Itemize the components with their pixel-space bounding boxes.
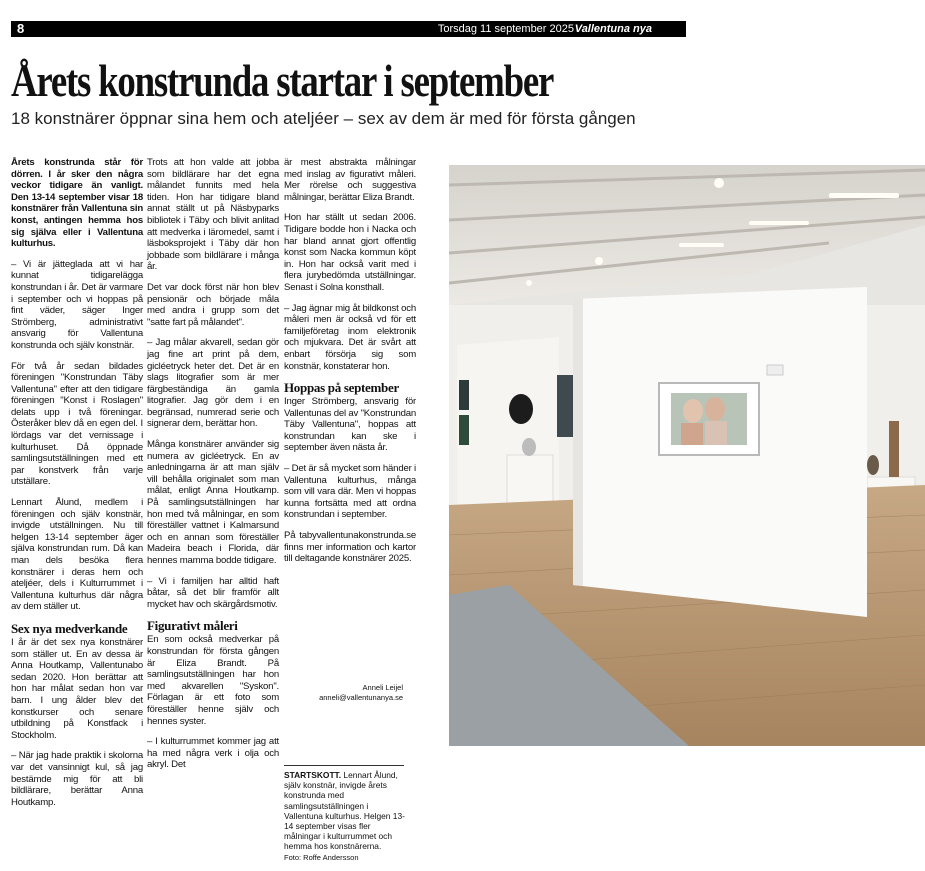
photo-caption [284, 770, 406, 863]
body-paragraph: På tabyvallentunakonstrunda.se finns mer information och kartor till deltagande konstnärer 2025. [284, 530, 416, 565]
article-column-3 [284, 157, 416, 574]
byline-email: anneli@vallentunanya.se [319, 693, 403, 702]
page-header-bar [11, 21, 686, 37]
gallery-photo-illustration [449, 165, 925, 746]
article-column-1 [11, 157, 143, 817]
photo-credit: Foto: Roffe Andersson [284, 852, 359, 862]
body-paragraph: – Jag ägnar mig åt bildkonst och måleri men är också vd för ett familjeföretag inom elektronik och mjukvara. Det är svårt att enbart försörja sig som konstnär, konstaterar hon. [284, 302, 416, 372]
section-heading: Figurativt måleri [147, 618, 238, 634]
body-paragraph: I år är det sex nya konstnärer som ställer ut. En av dessa är Anna Houtkamp, Vallentunabo sedan 2020. Hon berättar att hon har målat sedan hon var barn. I ung ålder blev det konstkurser och senare utbildning på Konstfack i Stockholm. [11, 636, 143, 741]
newspaper-name: Vallentuna nya [574, 23, 652, 35]
body-paragraph: – Jag målar akvarell, sedan gör jag fine art print på dem, gicléetryck heter det. Det är en slags litografier som är mer färgbeständiga än gamla litografier. Jag gör dem i en begränsad, numrerad serie och signerar dem, berättar hon. [147, 337, 279, 430]
body-paragraph: – Vi i familjen har alltid haft båtar, så det blir framför allt mycket hav och skärgårdsmotiv. [147, 575, 279, 610]
body-paragraph: Inger Strömberg, ansvarig för Vallentunas del av "Konstrundan Täby Vallentuna", hoppas att konstrundan kan ske i september även nästa år. [284, 396, 416, 454]
gallery-photo [449, 165, 925, 746]
issue-date: Torsdag 11 september 2025 [437, 23, 574, 35]
body-paragraph: En som också medverkar på konstrundan för första gången är Eliza Brandt. På samlingsutställningen har hon med akvarellen "Syskon". Förlagan är ett foto som föreställer henne själv och hennes syster. [147, 634, 279, 727]
page-number: 8 [17, 21, 25, 36]
body-paragraph: är mest abstrakta målningar med inslag av figurativt måleri. Mer rörelse och suggestiva målningar, berättar Eliza Brandt. [284, 157, 416, 203]
body-paragraph: Trots att hon valde att jobba som bildlärare har det egna målandet funnits med hela tiden. Hon har tidigare bland annat ställt ut på Näsbyparks bibliotek i Täby och blivit anlitad att medverka i läromedel, samt i läsboksprojekt i Täby där hon jobbade som bildlärare i många år. [147, 157, 279, 273]
article-subheadline: 18 konstnärer öppnar sina hem och ateljéer – sex av dem är med för första gången [11, 109, 636, 128]
body-paragraph: – Det är så mycket som händer i Vallentuna kulturhus, många som vill vara där. Men vi hoppas kunna fortsätta med att ordna konstrundan i september. [284, 463, 416, 521]
body-paragraph: För två år sedan bildades föreningen "Konstrundan Täby Vallentuna" efter att den tidigare föreningen "Konst i Roslagen" delats upp i två föreningar. Österåker blev då en egen del. I lördags var det vernissage i kulturhuset. Då öppnade samlingsutställningen med ett par konstverk från varje utställare. [11, 360, 143, 488]
body-paragraph: – När jag hade praktik i skolorna var det vansinnigt kul, så jag bestämde mig för att bli bildlärare, berättar Anna Houtkamp. [11, 750, 143, 808]
lead-paragraph: Årets konstrunda står för dörren. I år sker den några veckor tidigare än vanligt. Den 13-14 september visar 18 konstnärer från Vallentuna sin konst, antingen hemma hos sig själva eller i Vallentuna kulturhus. [11, 157, 143, 250]
caption-rule [284, 765, 404, 766]
body-paragraph: – I kulturrummet kommer jag att ha med några verk i olja och akryl. Det [147, 736, 279, 771]
byline-author: Anneli Leijel [362, 683, 403, 692]
caption-label: STARTSKOTT. [284, 770, 342, 780]
section-heading: Hoppas på september [284, 380, 399, 396]
caption-text: Lennart Ålund, själv konstnär, invigde årets konstrunda med samlingsutställningen i Vallentuna kulturhus. Helgen 13-14 september visas fler målningar i kulturrummet och hemma hos konstnärerna. [284, 770, 405, 852]
section-heading: Sex nya medverkande [11, 620, 128, 636]
byline [290, 683, 403, 703]
article-column-2 [147, 157, 279, 780]
article-headline: Årets konstrunda startar i september [11, 55, 554, 106]
body-paragraph: Det var dock först när hon blev pensionär och började måla med andra i grupp som det "satte fart på målandet". [147, 281, 279, 328]
body-paragraph: Många konstnärer använder sig numera av gicléetryck. En av anledningarna är att man själv vill behålla originalet som man målat, enligt Anna Houtkamp. På samlingsutställningen har hon med två målningar, en som föreställer vattnet i Kalmarsund och en annan som föreställer Madeira beach i Florida, där hennes mamma bodde tidigare. [147, 439, 279, 566]
body-paragraph: Lennart Ålund, medlem i föreningen och själv konstnär, invigde utställningen. Nu till helgen 13-14 september äger själva konstrundan rum. Då kan man dels besöka flera konstnärer i deras hem och ateljéer, dels i Kulturrummet i Vallentuna kulturhus där några av dem ställer ut. [11, 497, 143, 613]
body-paragraph: – Vi är jätteglada att vi har kunnat tidigarelägga konstrundan i år. Det är varmare i september och vi hoppas på fint väder, säger Inger Strömberg, administrativt ansvarig för Vallentuna konstrunda och själv konstnär. [11, 258, 143, 351]
body-paragraph: Hon har ställt ut sedan 2006. Tidigare bodde hon i Nacka och har bland annat gjort offentlig konst som Nacka kommun köpt in. Hon har också varit med i flera jurybedömda utställningar. Senast i Solna konsthall. [284, 212, 416, 293]
